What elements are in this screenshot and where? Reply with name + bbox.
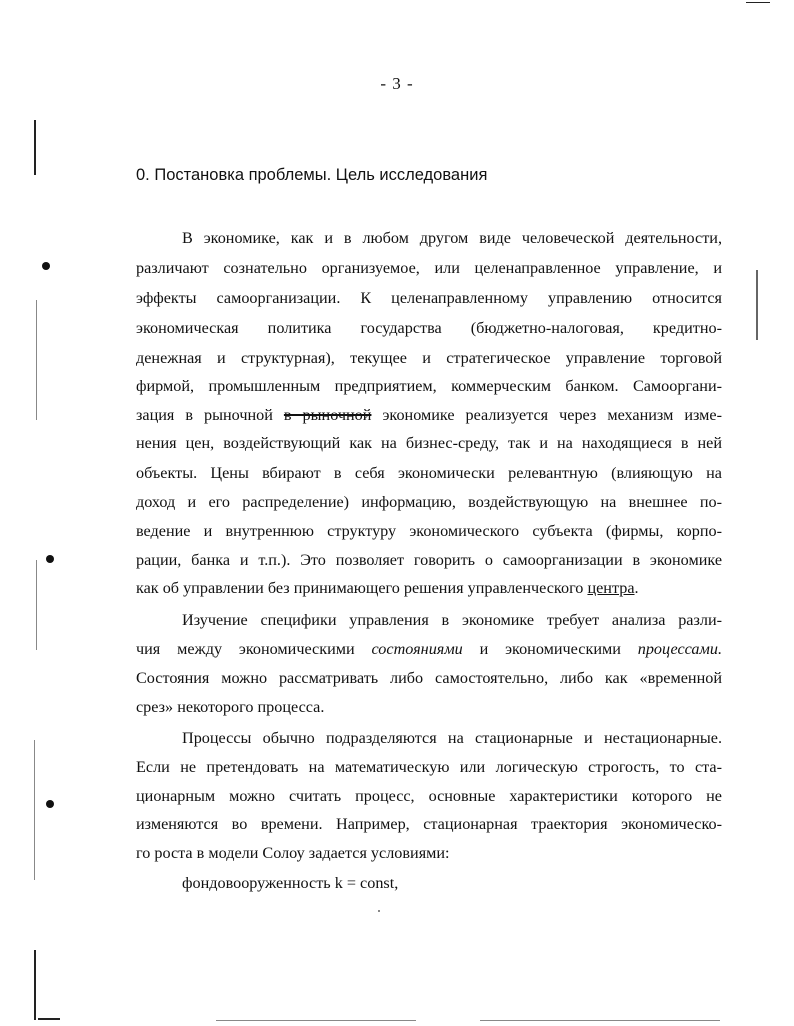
paragraph-1-line-1: В экономике, как и в любом другом виде человеческой деятельности, bbox=[182, 229, 722, 247]
paragraph-3-line-3: ционарным можно считать процесс, основные характеристики которого не bbox=[136, 787, 722, 805]
left-edge-mark bbox=[34, 120, 36, 175]
paragraph-1-line-2: различают сознательно организуемое, или целенаправленное управление, и bbox=[136, 259, 722, 277]
paragraph-1-line-9: объекты. Цены вбирают в себя экономически релевантную (влияющую на bbox=[136, 464, 722, 482]
punch-hole-mark-3 bbox=[46, 800, 54, 808]
italic-term-processes: процессами. bbox=[637, 640, 722, 658]
line-7-start: зация в рыночной bbox=[136, 406, 273, 424]
speck bbox=[378, 910, 380, 912]
paragraph-3-line-5: го роста в модели Солоу задается условиями: bbox=[136, 844, 450, 862]
paragraph-1-line-5: денежная и структурная), текущее и стратегическое управление торговой bbox=[136, 349, 722, 367]
punch-hole-mark-2 bbox=[46, 555, 54, 563]
page-number: - 3 - bbox=[380, 74, 414, 93]
line-2-middle: и экономическими bbox=[479, 640, 621, 658]
paragraph-1-line-11: ведение и внутреннюю структуру экономического субъекта (фирмы, корпо- bbox=[136, 522, 722, 540]
paragraph-1-line-12: рации, банка и т.п.). Это позволяет говорить о самоорганизации в экономике bbox=[136, 551, 722, 569]
paragraph-3-line-2: Если не претендовать на математическую или логическую строгость, то ста- bbox=[136, 758, 722, 776]
left-edge-faint-line bbox=[34, 740, 35, 880]
bottom-left-mark bbox=[38, 1018, 60, 1020]
struck-through-text: в рыночной bbox=[283, 406, 372, 424]
paragraph-1-line-10: доход и его распределение) информацию, воздействующую на внешнее по- bbox=[136, 493, 722, 511]
left-edge-faint-line bbox=[36, 300, 37, 420]
left-edge-mark bbox=[34, 950, 36, 1020]
paragraph-1-line-8: нения цен, воздействующий как на бизнес-среду, так и на находящиеся в ней bbox=[136, 434, 722, 452]
paragraph-2-line-1: Изучение специфики управления в экономике требует анализа разли- bbox=[182, 611, 722, 629]
paragraph-1-line-3: эффекты самоорганизации. К целенаправленному управлению относится bbox=[136, 289, 722, 307]
paragraph-1-line-4: экономическая политика государства (бюджетно-налоговая, кредитно- bbox=[136, 319, 722, 337]
bottom-edge-line bbox=[216, 1020, 416, 1021]
italic-term-states: состояниями bbox=[371, 640, 463, 658]
right-edge-mark bbox=[756, 270, 758, 340]
top-right-mark bbox=[746, 2, 770, 3]
paragraph-1-line-13 bbox=[136, 578, 722, 598]
paragraph-3-line-1: Процессы обычно подразделяются на стационарные и нестационарные. bbox=[182, 729, 722, 747]
paragraph-2-line-2 bbox=[136, 639, 722, 659]
section-title: 0. Постановка проблемы. Цель исследования bbox=[136, 166, 488, 184]
paragraph-1-line-6: фирмой, промышленным предприятием, коммерческим банком. Самооргани- bbox=[136, 377, 722, 395]
line-2-start: чия между экономическими bbox=[136, 640, 355, 658]
paragraph-3-line-4: изменяются во времени. Например, стационарная траектория экономическо- bbox=[136, 815, 722, 833]
bottom-edge-line bbox=[480, 1020, 720, 1021]
left-edge-faint-line bbox=[36, 560, 37, 650]
underlined-word: центра bbox=[587, 579, 635, 597]
line-13-end: . bbox=[634, 579, 639, 597]
paragraph-2-line-3: Состояния можно рассматривать либо самостоятельно, либо как «временной bbox=[136, 669, 722, 687]
line-13-start: как об управлении без принимающего решения управленческого bbox=[136, 579, 584, 597]
line-7-end: экономике реализуется через механизм изме- bbox=[382, 406, 723, 424]
paragraph-2-line-4: срез» некоторого процесса. bbox=[136, 698, 325, 716]
punch-hole-mark-1 bbox=[42, 262, 50, 270]
paragraph-1-line-7 bbox=[136, 405, 722, 425]
paragraph-3-line-6: фондовооруженность k = const, bbox=[182, 874, 399, 892]
